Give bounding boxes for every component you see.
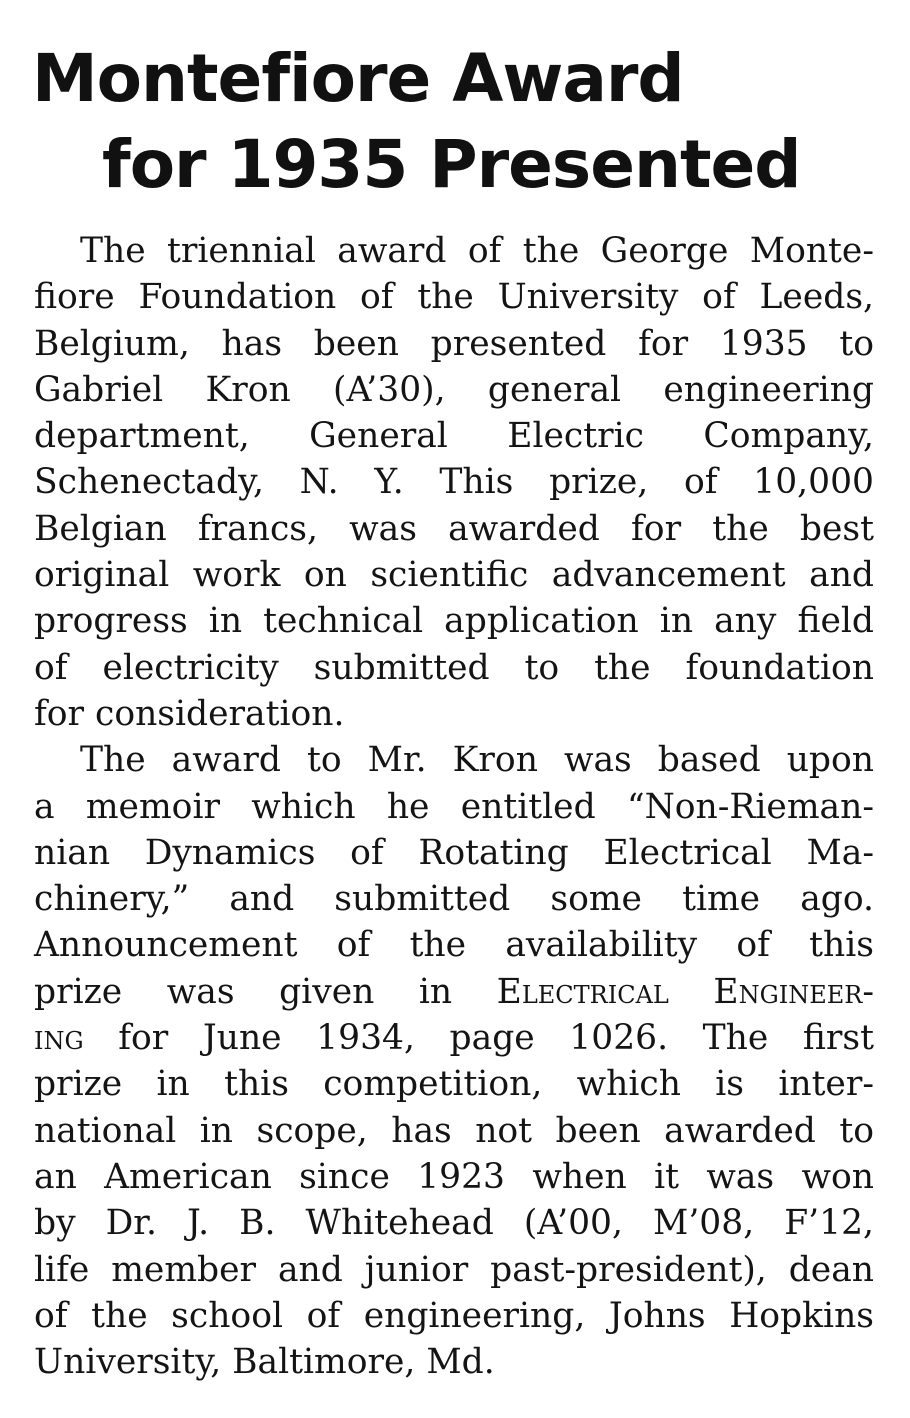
text-line: Announcement of the availability of this xyxy=(34,925,874,966)
text-line: The award to Mr. Kron was based upon xyxy=(80,740,874,781)
text-segment: for June 1934, page 1026. The first xyxy=(83,1018,874,1059)
text-line-with-journal xyxy=(34,1015,874,1061)
paragraph-1 xyxy=(34,228,874,737)
paragraph-2 xyxy=(34,737,874,1385)
text-line: by Dr. J. B. Whitehead (A’00, M’08, F’12, xyxy=(34,1203,874,1244)
text-line: national in scope, has not been awarded to xyxy=(34,1110,874,1151)
text-line: of electricity submitted to the foundation xyxy=(34,647,874,688)
journal-name: Electrical Engineer- xyxy=(496,971,874,1012)
journal-name-continued: ing xyxy=(34,1018,84,1059)
text-line: an American since 1923 when it was won xyxy=(34,1156,874,1197)
text-line: department, General Electric Company, xyxy=(34,416,874,457)
text-line: University, Baltimore, Md. xyxy=(34,1342,495,1383)
article-body xyxy=(34,228,874,1385)
text-line: The triennial award of the George Monte- xyxy=(80,231,874,271)
article-headline xyxy=(32,36,801,208)
text-line: original work on scientific advancement and xyxy=(34,555,874,596)
text-line: fiore Foundation of the University of Leeds, xyxy=(34,277,874,318)
text-line: Belgium, has been presented for 1935 to xyxy=(34,323,874,364)
headline-line-2: for 1935 Presented xyxy=(102,126,801,203)
text-line-with-journal xyxy=(34,969,874,1015)
text-line: prize in this competition, which is inter- xyxy=(34,1064,874,1105)
text-line: progress in technical application in any field xyxy=(34,601,874,642)
text-line: of the school of engineering, Johns Hopkins xyxy=(34,1295,874,1336)
text-line: for consideration. xyxy=(34,693,345,734)
text-line: a memoir which he entitled “Non-Rieman- xyxy=(34,786,874,827)
text-segment: prize was given in xyxy=(34,971,497,1012)
text-line: life member and junior past-president), dean xyxy=(34,1249,874,1290)
text-line: Gabriel Kron (A’30), general engineering xyxy=(34,369,874,410)
text-line: chinery,” and submitted some time ago. xyxy=(34,879,874,920)
text-line: nian Dynamics of Rotating Electrical Ma- xyxy=(34,832,874,873)
text-line: Belgian francs, was awarded for the best xyxy=(34,508,874,549)
text-line: Schenectady, N. Y. This prize, of 10,000 xyxy=(34,462,874,503)
headline-line-1: Montefiore Award xyxy=(32,40,684,117)
